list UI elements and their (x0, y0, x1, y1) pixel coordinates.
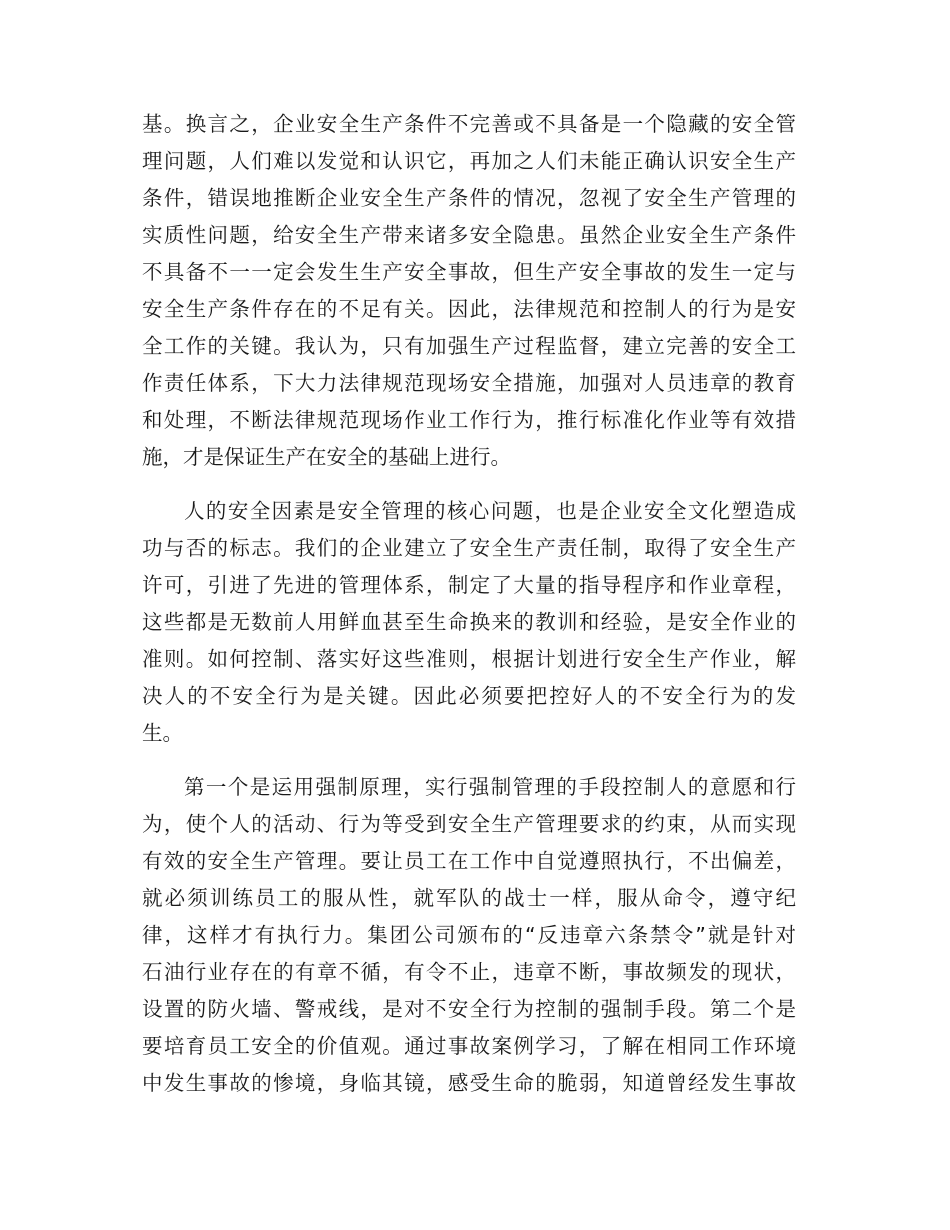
text-line: 生。 (142, 721, 183, 745)
text-line: 设置的防火墙、警戒线，是对不安全行为控制的强制手段。第二个是 (142, 997, 796, 1021)
text-line: 条件，错误地推断企业安全生产条件的情况，忽视了安全生产管理的 (142, 186, 796, 210)
text-line: 理问题，人们难以发觉和认识它，再加之人们未能正确认识安全生产 (142, 149, 796, 173)
text-line: 和处理，不断法律规范现场作业工作行为，推行标准化作业等有效措 (142, 408, 796, 432)
text-line: 为，使个人的活动、行为等受到安全生产管理要求的约束，从而实现 (142, 812, 796, 836)
text-line: 施，才是保证生产在安全的基础上进行。 (142, 445, 511, 469)
text-line: 就必须训练员工的服从性，就军队的战士一样，服从命令，遵守纪 (142, 886, 796, 910)
text-line: 决人的不安全行为是关键。因此必须要把控好人的不安全行为的发 (142, 684, 796, 708)
text-line: 第一个是运用强制原理，实行强制管理的手段控制人的意愿和行 (184, 775, 796, 799)
text-line: 律，这样才有执行力。集团公司颁布的“反违章六条禁令”就是针对 (142, 923, 796, 947)
text-line: 安全生产条件存在的不足有关。因此，法律规范和控制人的行为是安 (142, 297, 796, 321)
text-line: 许可，引进了先进的管理体系，制定了大量的指导程序和作业章程， (142, 573, 796, 597)
paragraph-1 (142, 106, 796, 476)
paragraph-3 (142, 769, 796, 1102)
text-line: 中发生事故的惨境，身临其镜，感受生命的脆弱，知道曾经发生事故 (142, 1071, 796, 1095)
text-line: 作责任体系，下大力法律规范现场安全措施，加强对人员违章的教育 (142, 371, 796, 395)
text-line: 全工作的关键。我认为，只有加强生产过程监督，建立完善的安全工 (142, 334, 796, 358)
text-line: 人的安全因素是安全管理的核心问题，也是企业安全文化塑造成 (184, 499, 796, 523)
text-line: 功与否的标志。我们的企业建立了安全生产责任制，取得了安全生产 (142, 536, 796, 560)
text-line: 这些都是无数前人用鲜血甚至生命换来的教训和经验，是安全作业的 (142, 610, 796, 634)
text-line: 准则。如何控制、落实好这些准则，根据计划进行安全生产作业，解 (142, 647, 796, 671)
text-line: 实质性问题，给安全生产带来诸多安全隐患。虽然企业安全生产条件 (142, 223, 796, 247)
text-line: 有效的安全生产管理。要让员工在工作中自觉遵照执行，不出偏差， (142, 849, 796, 873)
text-line: 不具备不一一定会发生生产安全事故，但生产安全事故的发生一定与 (142, 260, 796, 284)
text-line: 要培育员工安全的价值观。通过事故案例学习，了解在相同工作环境 (142, 1034, 796, 1058)
text-line: 石油行业存在的有章不循，有令不止，违章不断，事故频发的现状， (142, 960, 796, 984)
paragraph-2 (142, 493, 796, 752)
text-line: 基。换言之，企业安全生产条件不完善或不具备是一个隐藏的安全管 (142, 112, 796, 136)
document-body (142, 106, 796, 1119)
